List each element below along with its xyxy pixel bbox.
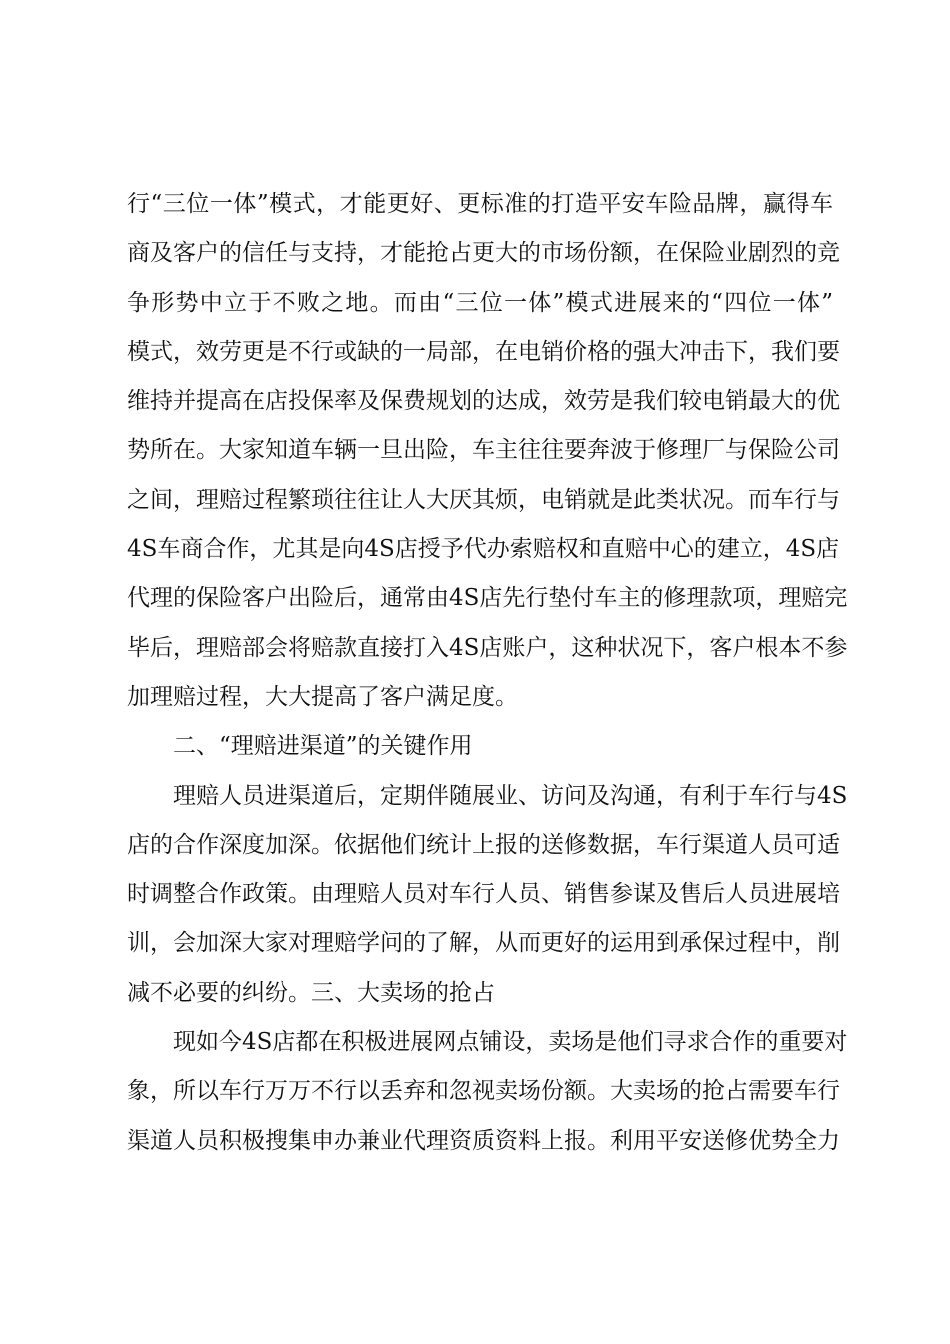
text-line: 之间，理赔过程繁琐往往让人大厌其烦，电销就是此类状况。而车行与 <box>127 486 840 513</box>
text-line: 毕后，理赔部会将赔款直接打入4S店账户，这种状况下，客户根本不参 <box>127 634 848 661</box>
text-line: 时调整合作政策。由理赔人员对车行人员、销售参谋及售后人员进展培 <box>127 881 840 908</box>
text-line: 4S车商合作，尤其是向4S店授予代办索赔权和直赔中心的建立，4S店 <box>127 536 840 563</box>
section-heading: 二、“理赔进渠道”的关键作用 <box>173 733 473 760</box>
text-line: 加理赔过程，大大提高了客户满足度。 <box>127 683 518 710</box>
text-line: 渠道人员积极搜集申办兼业代理资质资料上报。利用平安送修优势全力 <box>127 1127 840 1154</box>
text-line: 模式，效劳更是不行或缺的一局部，在电销价格的强大冲击下，我们要 <box>127 338 840 365</box>
text-line: 行“三位一体”模式，才能更好、更标准的打造平安车险品牌，赢得车 <box>127 191 833 217</box>
text-line: 代理的保险客户出险后，通常由4S店先行垫付车主的修理款项，理赔完 <box>127 585 848 612</box>
text-line: 势所在。大家知道车辆一旦出险，车主往往要奔波于修理厂与保险公司 <box>127 437 840 464</box>
text-line: 维持并提高在店投保率及保费规划的达成，效劳是我们较电销最大的优 <box>127 388 840 415</box>
text-line: 现如今4S店都在积极进展网点铺设，卖场是他们寻求合作的重要对 <box>173 1029 848 1056</box>
text-line: 象，所以车行万万不行以丢弃和忽视卖场份额。大卖场的抢占需要车行 <box>127 1078 840 1105</box>
text-line: 商及客户的信任与支持，才能抢占更大的市场份额，在保险业剧烈的竞 <box>127 240 840 267</box>
text-line: 理赔人员进渠道后，定期伴随展业、访问及沟通，有利于车行与4S <box>173 782 848 809</box>
body-text <box>127 180 848 1166</box>
text-line: 店的合作深度加深。依据他们统计上报的送修数据，车行渠道人员可适 <box>127 831 840 858</box>
text-line: 减不必要的纠纷。三、大卖场的抢占 <box>127 979 495 1006</box>
text-line: 训，会加深大家对理赔学问的了解，从而更好的运用到承保过程中，削 <box>127 930 840 957</box>
text-line: 争形势中立于不败之地。而由“三位一体”模式进展来的“四位一体” <box>127 289 833 316</box>
